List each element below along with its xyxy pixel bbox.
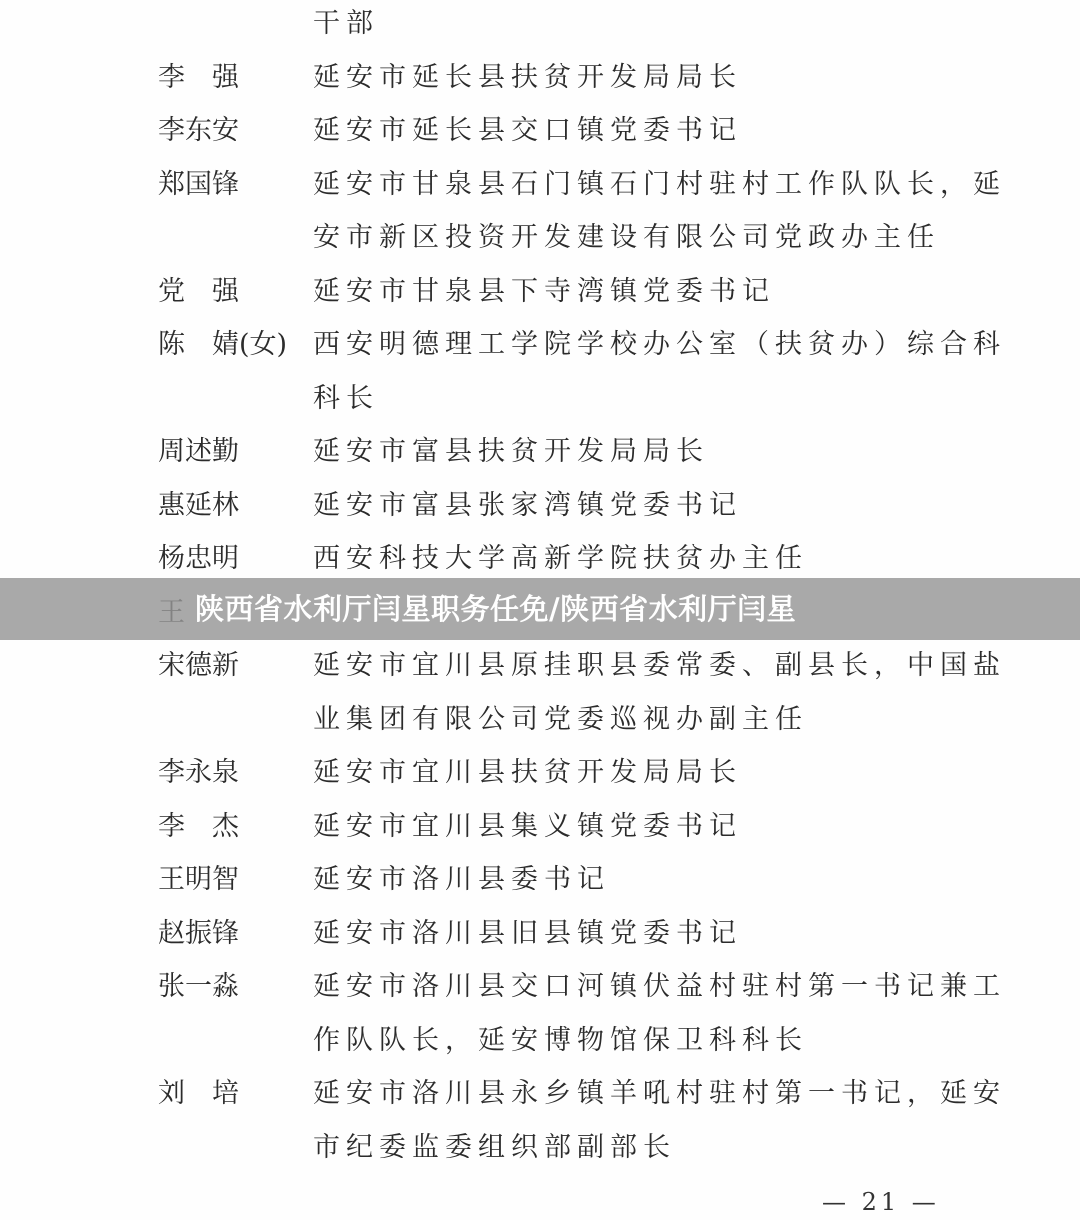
position-title: 安市新区投资开发建设有限公司党政办主任 [313, 222, 940, 253]
position-title: 延安市延长县扶贫开发局局长 [313, 61, 742, 93]
position-title: 业集团有限公司党委巡视办副主任 [313, 703, 808, 735]
person-name: 惠延林 [158, 489, 239, 521]
person-name: 张一淼 [158, 971, 239, 1002]
position-title: 西安明德理工学院学校办公室（扶贫办）综合科 [313, 329, 1006, 360]
position-title: 延安市甘泉县石门镇石门村驻村工作队队长，延 [313, 168, 1006, 200]
person-name: 陈 婧(女) [158, 329, 288, 360]
position-title: 延安市宜川县原挂职县委常委、副县长，中国盐 [313, 650, 1006, 681]
position-title: 延安市富县张家湾镇党委书记 [313, 489, 742, 521]
person-name: 赵振锋 [158, 917, 239, 949]
position-title: 延安市富县扶贫开发局局长 [313, 436, 709, 467]
person-name: 刘 培 [158, 1078, 239, 1109]
position-title: 干部 [313, 8, 379, 39]
person-name: 周述勤 [158, 436, 239, 467]
position-title: 作队队长，延安博物馆保卫科科长 [313, 1024, 808, 1056]
person-name: 王明智 [158, 864, 239, 895]
position-title: 延安市宜川县扶贫开发局局长 [313, 757, 742, 788]
page-number: — 21 — [822, 1188, 940, 1216]
position-title: 延安市延长县交口镇党委书记 [313, 115, 742, 146]
position-title: 延安市宜川县集义镇党委书记 [313, 810, 742, 842]
position-title: 延安市洛川县旧县镇党委书记 [313, 917, 742, 949]
person-name: 宋德新 [158, 650, 239, 681]
position-title: 科长 [313, 382, 379, 414]
person-name: 党 强 [158, 275, 239, 307]
position-title: 市纪委监委组织部副部长 [313, 1131, 676, 1163]
person-name: 杨忠明 [158, 543, 239, 574]
person-name: 郑国锋 [158, 168, 239, 200]
banner-title: 陕西省水利厅闫星职务任免/陕西省水利厅闫星 [195, 592, 797, 626]
person-name: 李永泉 [158, 757, 239, 788]
position-title: 西安科技大学高新学院扶贫办主任 [313, 543, 808, 574]
person-name: 李东安 [158, 115, 239, 146]
person-name: 李 杰 [158, 810, 239, 842]
position-title: 延安市甘泉县下寺湾镇党委书记 [313, 275, 775, 307]
position-title: 延安市洛川县委书记 [313, 864, 610, 895]
position-title: 延安市洛川县交口河镇伏益村驻村第一书记兼工 [313, 971, 1006, 1002]
person-name: 李 强 [158, 61, 239, 93]
position-title: 延安市洛川县永乡镇羊吼村驻村第一书记，延安 [313, 1078, 1006, 1109]
